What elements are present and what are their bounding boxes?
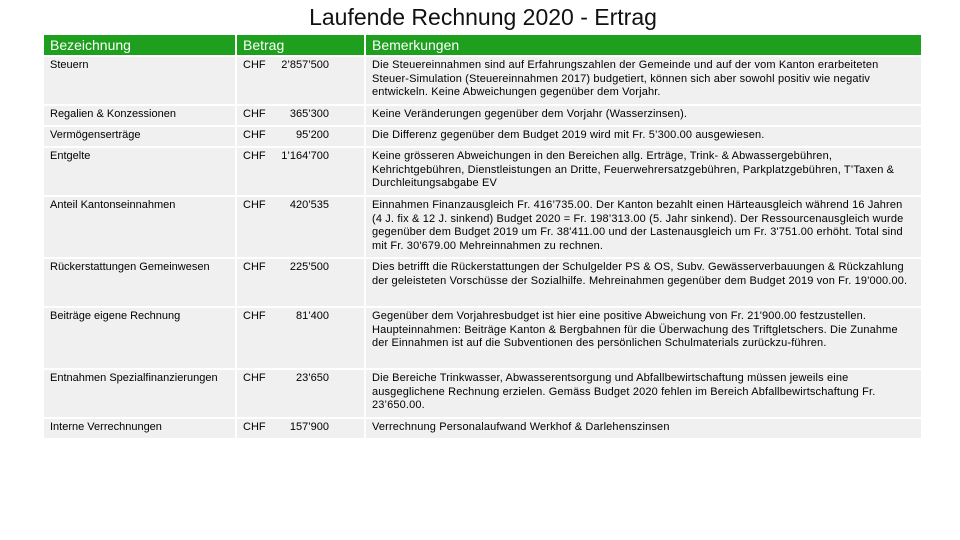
table-row: [44, 106, 921, 125]
table-row: [44, 57, 921, 104]
table-row: [44, 370, 921, 417]
table-row: [44, 127, 921, 146]
amount-wrapper: [243, 372, 358, 386]
table-row: [44, 197, 921, 257]
row-amount-cell: [237, 106, 366, 125]
row-currency: CHF: [243, 261, 266, 273]
row-amount: 2’857’500: [281, 59, 329, 71]
table-row: [44, 308, 921, 368]
row-name: Anteil Kantonseinnahmen: [44, 197, 237, 257]
row-amount: 95’200: [295, 129, 329, 141]
row-remarks: Die Steuereinnahmen sind auf Erfahrungszahlen der Gemeinde und auf der vom Kanton erarbeiteten Steuer-Simulation (Steuereinnahmen 2017) budgetiert, können sich aber sowohl positiv wie negativ entwickeln. Keine Abweichungen gegenüber dem Vorjahr.: [366, 57, 921, 104]
row-amount-cell: [237, 370, 366, 417]
row-amount-cell: [237, 148, 366, 195]
row-currency: CHF: [243, 199, 266, 211]
row-amount-cell: [237, 57, 366, 104]
row-remarks: Die Bereiche Trinkwasser, Abwasserentsorgung und Abfallbewirtschaftung müssen jeweils eine ausgeglichene Rechnung erzielen. Gemäss Budget 2020 fehlen im Bereich Abfallbewirtschaftung Fr. 23’650.00.: [366, 370, 921, 417]
amount-wrapper: [243, 421, 358, 435]
row-remarks: Die Differenz gegenüber dem Budget 2019 wird mit Fr. 5’300.00 ausgewiesen.: [366, 127, 921, 146]
row-name: Regalien & Konzessionen: [44, 106, 237, 125]
row-name: Beiträge eigene Rechnung: [44, 308, 237, 368]
amount-wrapper: [243, 59, 358, 73]
row-amount: 1’164’700: [281, 150, 329, 162]
amount-wrapper: [243, 150, 358, 164]
header-betrag: Betrag: [237, 35, 366, 55]
row-amount-cell: [237, 419, 366, 438]
row-amount-cell: [237, 127, 366, 146]
row-remarks: Einnahmen Finanzausgleich Fr. 416’735.00. Der Kanton bezahlt einen Härteausgleich während 16 Jahren (4 J. fix & 12 J. sinkend) Budget 2020 = Fr. 198’313.00 (5. Jahr sinkend). Der Ressourcenausgleich wurde gegenüber dem Budget 2019 um Fr. 38'411.00 und der Lastenausgleich um Fr. 3'751.00 erhöht. Total sind mit Fr. 30'679.00 Mehreinnahmen zu rechnen.: [366, 197, 921, 257]
row-amount-cell: [237, 197, 366, 257]
amount-wrapper: [243, 310, 358, 324]
row-currency: CHF: [243, 59, 266, 71]
row-amount: 157’900: [289, 421, 329, 433]
amount-wrapper: [243, 108, 358, 122]
row-amount: 23’650: [295, 372, 329, 384]
row-remarks: Dies betrifft die Rückerstattungen der Schulgelder PS & OS, Subv. Gewässerverbauungen & Rückzahlung der geleisteten Vorschüsse der Sozialhilfe. Mehreinahmen gegenüber dem Budget 2019 von Fr. 19'000.00.: [366, 259, 921, 306]
row-currency: CHF: [243, 108, 266, 120]
amount-wrapper: [243, 129, 358, 143]
table-header-row: [44, 35, 921, 55]
row-remarks: Gegenüber dem Vorjahresbudget ist hier eine positive Abweichung von Fr. 21'900.00 festzustellen. Haupteinnahmen: Beiträge Kanton & Bergbahnen für die Überwachung des Triftgletschers. Die Zunahme der Einnahmen ist auf die Subventionen des persönlichen Schulmaterials zurückzu-führen.: [366, 308, 921, 368]
row-currency: CHF: [243, 129, 266, 141]
row-amount-cell: [237, 308, 366, 368]
row-currency: CHF: [243, 150, 266, 162]
page-title: Laufende Rechnung 2020 - Ertrag: [309, 4, 657, 30]
row-remarks: Keine Veränderungen gegenüber dem Vorjahr (Wasserzinsen).: [366, 106, 921, 125]
row-name: Entnahmen Spezialfinanzierungen: [44, 370, 237, 417]
row-amount: 420’535: [289, 199, 329, 211]
amount-wrapper: [243, 199, 358, 213]
row-name: Steuern: [44, 57, 237, 104]
table-row: [44, 148, 921, 195]
header-bezeichnung: Bezeichnung: [44, 35, 237, 55]
row-amount-cell: [237, 259, 366, 306]
row-currency: CHF: [243, 310, 266, 322]
row-amount: 225’500: [289, 261, 329, 273]
row-amount: 81’400: [295, 310, 329, 322]
row-remarks: Verrechnung Personalaufwand Werkhof & Darlehenszinsen: [366, 419, 921, 438]
table-row: [44, 419, 921, 438]
row-name: Interne Verrechnungen: [44, 419, 237, 438]
table-row: [44, 259, 921, 306]
amount-wrapper: [243, 261, 358, 275]
row-currency: CHF: [243, 372, 266, 384]
row-remarks: Keine grösseren Abweichungen in den Bereichen allg. Erträge, Trink- & Abwassergebühren, Kehrichtgebühren, Dienstleistungen an Dritte, Feuerwehrersatzgebühren, Parkplatzgebühren, T’Taxen & Durchleitungsabgabe EV: [366, 148, 921, 195]
row-currency: CHF: [243, 421, 266, 433]
revenue-table: [44, 33, 921, 440]
row-amount: 365’300: [289, 108, 329, 120]
row-name: Vermögenserträge: [44, 127, 237, 146]
row-name: Entgelte: [44, 148, 237, 195]
header-bemerkungen: Bemerkungen: [366, 35, 921, 55]
row-name: Rückerstattungen Gemeinwesen: [44, 259, 237, 306]
